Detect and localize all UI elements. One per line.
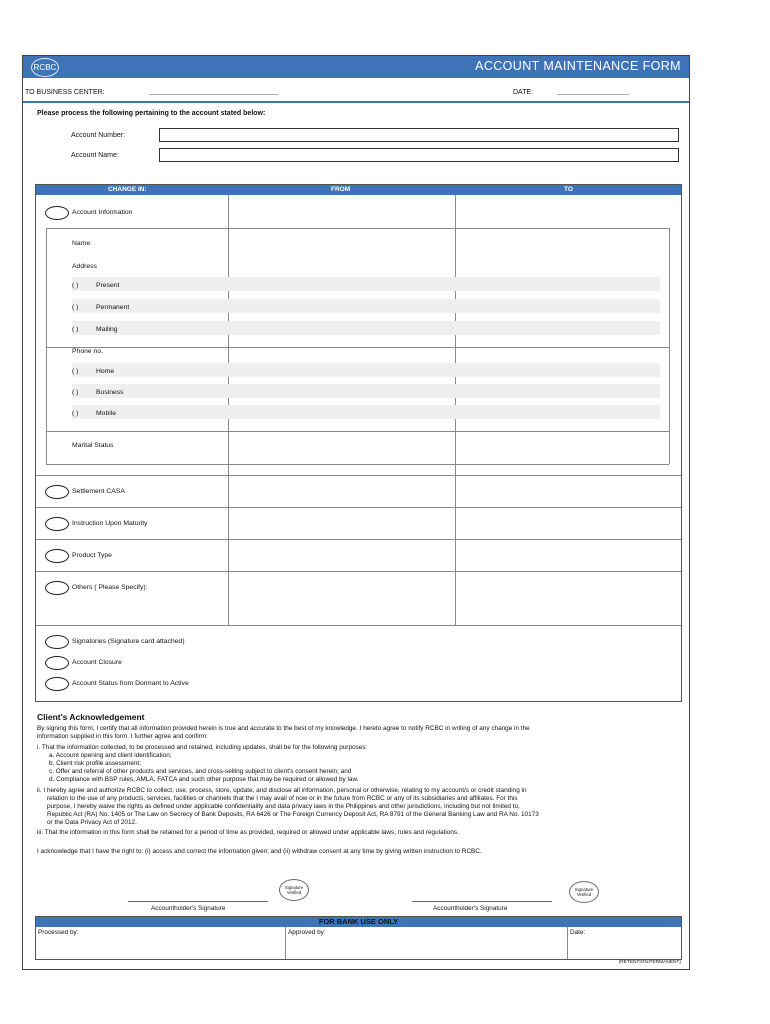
row-divider-4 — [36, 571, 681, 572]
home-label: Home — [96, 368, 115, 375]
row-divider-5 — [36, 625, 681, 626]
phone-label: Phone no. — [72, 348, 103, 355]
present-checkbox[interactable]: ( ) — [72, 282, 79, 289]
account-information-radio[interactable] — [45, 206, 69, 220]
business-center-label: TO BUSINESS CENTER: — [25, 89, 105, 96]
row-shade-mailing — [72, 321, 660, 335]
stamp-right-line-2: Verified — [576, 892, 592, 897]
dormant-to-active-label: Account Status from Dormant to Active — [72, 680, 189, 687]
permanent-label: Permanent — [96, 304, 130, 311]
bank-divider-1 — [285, 927, 286, 959]
row-shade-permanent — [72, 299, 660, 313]
detail-divider-phone — [46, 347, 669, 348]
detail-box-right — [669, 228, 670, 464]
signature-label-right: Accountholder's Signature — [433, 905, 508, 912]
ack-item-ii-2: relation to the use of any products, services, facilities or channels that the I may avail of now or in the future from RCBC or any of its subsidiaries and affiliates. For this — [47, 795, 518, 802]
marital-status-label: Marital Status — [72, 442, 114, 449]
ack-item-ii-1: ii. I hereby agree and authorize RCBC to collect, use, process, store, update, and disclose all information, personal or otherwise, relating to my account/s or credit standing in — [37, 787, 527, 794]
instruction-maturity-label: Instruction Upon Maturity — [72, 520, 148, 527]
account-name-label: Account Name: — [71, 152, 119, 159]
signature-verified-stamp-left — [279, 879, 309, 901]
row-divider-1 — [36, 475, 681, 476]
permanent-checkbox[interactable]: ( ) — [72, 304, 79, 311]
retention-note: (RETENTION:PERMANENT) — [618, 960, 681, 965]
signature-line-right[interactable] — [412, 901, 552, 902]
detail-divider-marital — [46, 431, 669, 432]
ack-item-d: d. Compliance with BSP rules, AMLA, FATCA and such other purpose that may be required or allowed by law. — [49, 776, 359, 783]
mobile-label: Mobile — [96, 410, 117, 417]
bank-use-title: FOR BANK USE ONLY — [36, 917, 681, 927]
bank-use-section — [35, 916, 682, 960]
settlement-casa-radio[interactable] — [45, 485, 69, 499]
signatories-radio[interactable] — [45, 635, 69, 649]
address-label: Address — [72, 263, 97, 270]
header-from: FROM — [331, 186, 351, 193]
row-shade-present — [72, 277, 660, 291]
account-number-label: Account Number: — [71, 132, 126, 139]
header-to: TO — [564, 186, 573, 193]
row-shade-business — [72, 384, 660, 398]
detail-box-left — [46, 228, 47, 464]
ack-item-i: i. That the information collected, to be processed and retained, including updates, shall be for the following purposes: — [37, 744, 368, 751]
product-type-radio[interactable] — [45, 549, 69, 563]
processed-by-field[interactable]: Processed by: — [38, 929, 79, 936]
bank-date-field[interactable]: Date: — [570, 929, 586, 936]
row-divider-3 — [36, 539, 681, 540]
form-title: ACCOUNT MAINTENANCE FORM — [475, 59, 681, 73]
account-information-label: Account Information — [72, 209, 133, 216]
home-checkbox[interactable]: ( ) — [72, 368, 79, 375]
present-label: Present — [96, 282, 120, 289]
ack-item-ii-4: Republic Act (RA) No. 1405 or The Law on Secrecy of Bank Deposits, RA 6426 or The Foreign Currency Deposit Act, RA 8791 of the General Banking Law and RA No. 10173 — [47, 811, 539, 818]
ack-paragraph-1b: information supplied in this form. I further agree and confirm: — [37, 733, 208, 740]
stamp-left-line-2: Verified — [286, 890, 302, 895]
account-number-input[interactable] — [159, 128, 679, 142]
account-maintenance-form — [22, 55, 690, 970]
detail-box-top — [46, 228, 669, 229]
ack-rights: I acknowledge that I have the right to: (i) access and correct the information given; and (ii) withdraw consent at any time by giving written instruction to RCBC. — [37, 848, 482, 855]
business-center-field[interactable]: ____________________________________ — [149, 88, 279, 95]
bank-divider-2 — [567, 927, 568, 959]
table-header — [36, 185, 681, 195]
mobile-checkbox[interactable]: ( ) — [72, 410, 79, 417]
account-closure-label: Account Closure — [72, 659, 122, 666]
header-change-in: CHANGE IN: — [108, 186, 147, 193]
row-shade-home — [72, 363, 660, 377]
instruction-maturity-radio[interactable] — [45, 517, 69, 531]
ack-paragraph-1a: By signing this form, I certify that all information provided herein is true and accurate to the best of my knowledge. I hereto agree to notify RCBC in writing of any change in the — [37, 725, 530, 732]
settlement-casa-label: Settlement CASA — [72, 488, 125, 495]
row-shade-mobile — [72, 405, 660, 419]
others-label: Others ( Please Specify): — [72, 584, 148, 591]
signatories-label: Signatories (Signature card attached) — [72, 638, 185, 645]
dormant-to-active-radio[interactable] — [45, 677, 69, 691]
header-divider — [23, 101, 689, 103]
ack-item-ii-5: or the Data Privacy Act of 2012. — [47, 819, 137, 826]
signature-line-left[interactable] — [128, 901, 268, 902]
detail-box-bottom — [46, 464, 669, 465]
date-label: DATE: — [513, 89, 534, 96]
name-label: Name — [72, 240, 91, 247]
ack-item-a: a. Account opening and client identification; — [49, 752, 172, 759]
ack-item-iii: iii. That the information in this form shall be retained for a period of time as provided, required or allowed under applicable laws, rules and regulations. — [37, 829, 459, 836]
approved-by-field[interactable]: Approved by: — [288, 929, 326, 936]
business-label: Business — [96, 389, 124, 396]
signature-label-left: Accountholder's Signature — [151, 905, 226, 912]
ack-item-ii-3: purpose, I hereby waive the rights as defined under applicable confidentiality and data privacy laws in the Philippines and other jurisdictions, including but not limited to, — [47, 803, 520, 810]
ack-item-b: b. Client risk profile assessment; — [49, 760, 141, 767]
account-name-input[interactable] — [159, 148, 679, 162]
business-checkbox[interactable]: ( ) — [72, 389, 79, 396]
mailing-label: Mailing — [96, 326, 118, 333]
rcbc-logo: RCBC — [31, 58, 59, 77]
others-radio[interactable] — [45, 581, 69, 595]
date-field[interactable]: ____________________ — [557, 88, 629, 95]
product-type-label: Product Type — [72, 552, 112, 559]
row-divider-2 — [36, 507, 681, 508]
account-closure-radio[interactable] — [45, 656, 69, 670]
form-header — [23, 56, 689, 78]
instruction-text: Please process the following pertaining to the account stated below: — [37, 110, 266, 117]
stamp-right-line-1: Signature — [574, 887, 594, 892]
stamp-left-line-1: Signature — [284, 885, 304, 890]
signature-verified-stamp-right — [569, 881, 599, 903]
mailing-checkbox[interactable]: ( ) — [72, 326, 79, 333]
acknowledgement-title: Client's Acknowledgement — [37, 712, 145, 722]
ack-item-c: c. Offer and referral of other products and services, and cross-selling subject to client's consent herein; and — [49, 768, 352, 775]
change-table — [35, 184, 682, 702]
